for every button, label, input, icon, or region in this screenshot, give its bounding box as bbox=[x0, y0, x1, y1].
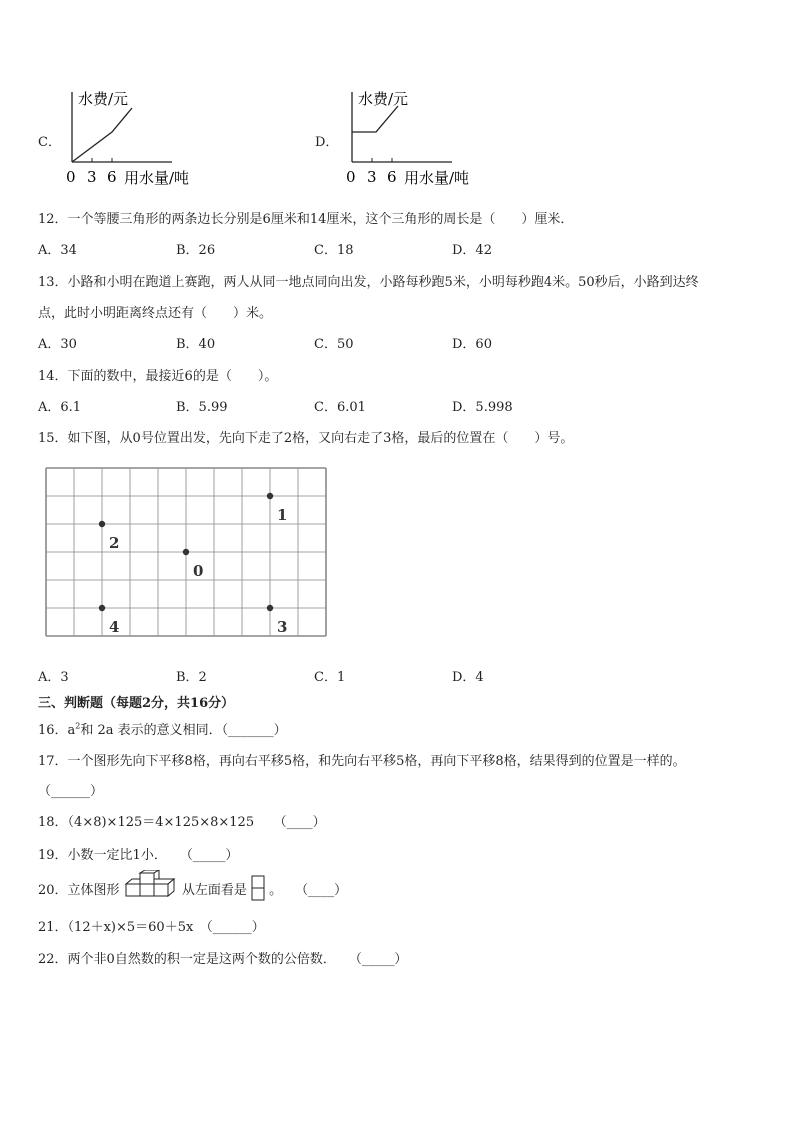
question-13-line1: 13．小路和小明在跑道上赛跑，两人从同一地点同向出发，小路每秒跑5米，小明每秒跑4米。50秒后，小路到达终 bbox=[38, 275, 699, 290]
q12-option-d[interactable]: D．42 bbox=[452, 243, 492, 258]
question-13-line2: 点，此时小明距离终点还有（ ）米。 bbox=[38, 306, 273, 321]
q15-option-a[interactable]: A．3 bbox=[38, 670, 69, 685]
grid-point-2 bbox=[99, 521, 105, 527]
q16-sup: 2 bbox=[75, 721, 81, 731]
option-c-label: C． bbox=[38, 135, 61, 150]
grid-point-label-1: 1 bbox=[277, 506, 288, 524]
graph-c bbox=[60, 86, 220, 190]
question-15: 15．如下图，从0号位置出发，先向下走了2格，又向右走了3格，最后的位置在（ ）号。 bbox=[38, 431, 574, 446]
q16-pre: 16．a bbox=[38, 723, 76, 738]
graph-d-tick-6: 6 bbox=[387, 168, 397, 186]
q14-option-d[interactable]: D．5.998 bbox=[452, 400, 513, 415]
q16-post: 和 2a 表示的意义相同．（_______） bbox=[80, 723, 287, 738]
q20-pre: 20．立体图形 bbox=[38, 883, 120, 898]
grid-point-label-2: 2 bbox=[109, 534, 120, 552]
q13-option-d[interactable]: D．60 bbox=[452, 337, 492, 352]
question-17-line1: 17．一个图形先向下平移8格，再向右平移5格，和先向右平移5格，再向下平移8格，结果得到的位置是一样的。 bbox=[38, 754, 686, 769]
grid-point-4 bbox=[99, 605, 105, 611]
graph-d-ylabel: 水费/元 bbox=[358, 90, 409, 108]
grid-point-label-0: 0 bbox=[193, 562, 204, 580]
graph-d-tick-3: 3 bbox=[367, 168, 377, 186]
q14-option-c[interactable]: C．6.01 bbox=[314, 400, 366, 415]
grid-point-0 bbox=[183, 549, 189, 555]
question-21: 21．（12＋x)×5＝60＋5x （______） bbox=[38, 920, 265, 935]
q12-option-c[interactable]: C．18 bbox=[314, 243, 354, 258]
question-16 bbox=[38, 719, 287, 738]
graph-c-tick-0: 0 bbox=[66, 168, 76, 186]
left-view-icon bbox=[251, 875, 265, 901]
graph-d-tick-0: 0 bbox=[346, 168, 356, 186]
graph-c-xlabel: 用水量/吨 bbox=[124, 169, 190, 187]
cube-figure-icon bbox=[124, 870, 178, 898]
q15-option-b[interactable]: B．2 bbox=[176, 670, 207, 685]
question-12: 12．一个等腰三角形的两条边长分别是6厘米和14厘米，这个三角形的周长是（ ）厘米． bbox=[38, 212, 574, 227]
q13-option-b[interactable]: B．40 bbox=[176, 337, 216, 352]
question-14: 14．下面的数中，最接近6的是（ ）。 bbox=[38, 369, 278, 384]
graph-c-ylabel: 水费/元 bbox=[78, 90, 129, 108]
q14-option-a[interactable]: A．6.1 bbox=[38, 400, 82, 415]
question-18: 18．（4×8)×125＝4×125×8×125 （____） bbox=[38, 815, 326, 830]
q13-option-a[interactable]: A．30 bbox=[38, 337, 77, 352]
q15-option-d[interactable]: D．4 bbox=[452, 670, 484, 685]
q13-option-c[interactable]: C．50 bbox=[314, 337, 354, 352]
graph-c-tick-3: 3 bbox=[87, 168, 97, 186]
question-20 bbox=[38, 879, 347, 901]
graph-d bbox=[340, 86, 500, 190]
question-22: 22．两个非0自然数的积一定是这两个数的公倍数． （_____） bbox=[38, 952, 408, 967]
question-19: 19．小数一定比1小． （_____） bbox=[38, 848, 239, 863]
section-3-title: 三、判断题（每题2分，共16分） bbox=[38, 696, 235, 711]
graph-d-xlabel: 用水量/吨 bbox=[404, 169, 470, 187]
q15-option-c[interactable]: C．1 bbox=[314, 670, 346, 685]
q20-mid: 从左面看是 bbox=[181, 883, 247, 898]
grid-point-3 bbox=[267, 605, 273, 611]
option-d-label: D． bbox=[315, 135, 339, 150]
grid-point-1 bbox=[267, 493, 273, 499]
position-grid bbox=[44, 466, 330, 646]
grid-point-label-3: 3 bbox=[277, 618, 288, 636]
q20-post: 。 （____） bbox=[269, 883, 348, 898]
q12-option-a[interactable]: A．34 bbox=[38, 243, 77, 258]
q12-option-b[interactable]: B．26 bbox=[176, 243, 216, 258]
graph-c-tick-6: 6 bbox=[107, 168, 117, 186]
question-17-line2: （______） bbox=[38, 784, 104, 799]
q14-option-b[interactable]: B．5.99 bbox=[176, 400, 228, 415]
grid-point-label-4: 4 bbox=[109, 618, 120, 636]
